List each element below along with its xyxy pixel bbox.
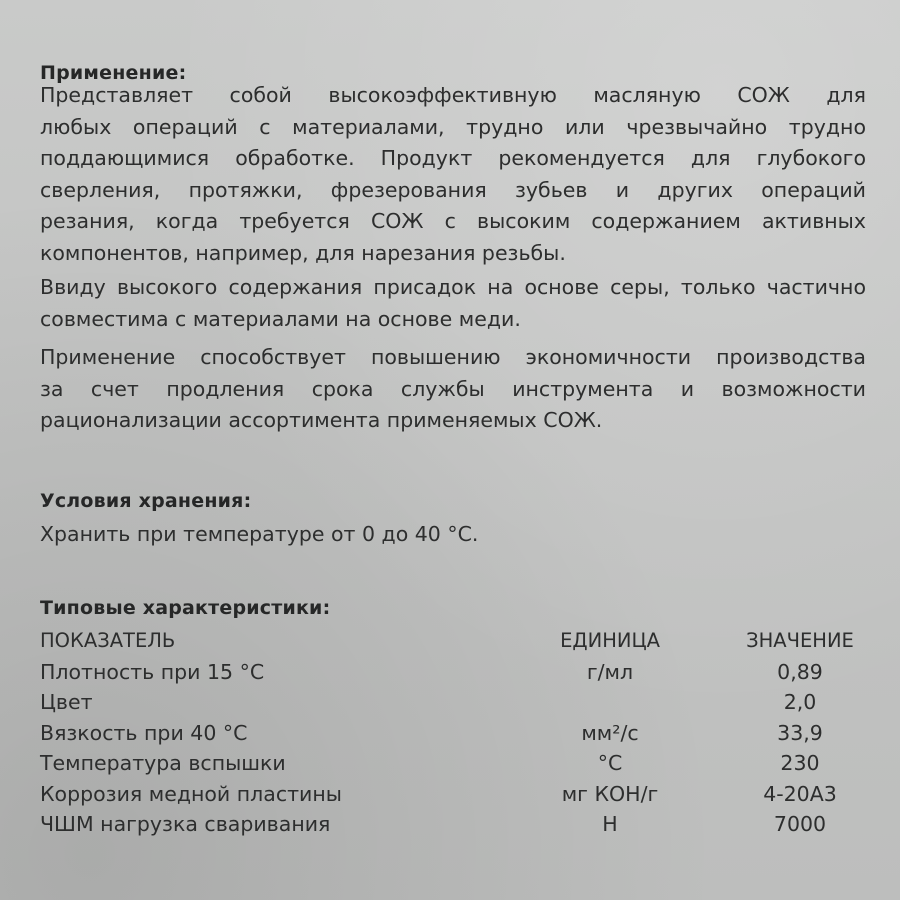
row-value: 0,89 — [777, 659, 823, 684]
specs-table — [40, 626, 870, 840]
storage-text: Хранить при температуре от 0 до 40 °C. — [40, 522, 479, 546]
row-unit: Н — [602, 812, 618, 836]
row-name: Цвет — [40, 690, 93, 714]
specs-heading: Типовые характеристики: — [40, 597, 331, 619]
paragraph-line: компонентов, например, для нарезания резьбы. — [40, 240, 566, 265]
table-row — [40, 779, 870, 810]
column-header-unit: ЕДИНИЦА — [560, 629, 660, 652]
row-name: ЧШМ нагрузка сваривания — [40, 812, 331, 836]
paragraph-line: поддающимися обработке. Продукт рекомендуется для глубокого — [40, 146, 866, 170]
storage-heading: Условия хранения: — [40, 490, 252, 512]
column-header-value: ЗНАЧЕНИЕ — [746, 629, 854, 652]
column-header-name: ПОКАЗАТЕЛЬ — [40, 629, 176, 652]
row-value: 4-20А3 — [763, 781, 837, 806]
row-name: Температура вспышки — [40, 751, 286, 775]
application-paragraph-3 — [40, 342, 866, 437]
row-unit: мг КОН/г — [561, 781, 659, 806]
row-value: 33,9 — [777, 720, 823, 745]
row-name: Вязкость при 40 °С — [40, 720, 248, 745]
table-row — [40, 809, 870, 840]
row-value: 230 — [780, 751, 820, 775]
paragraph-line: Применение способствует повышению экономичности производства — [40, 345, 866, 369]
paragraph-line: Представляет собой высокоэффективную масляную СОЖ для — [40, 83, 866, 107]
paragraph-line: совместима с материалами на основе меди. — [40, 306, 521, 331]
row-unit: °С — [597, 751, 623, 775]
paragraph-line: за счет продления срока службы инструмента и возможности — [40, 376, 866, 401]
application-heading: Применение: — [40, 62, 187, 84]
row-unit: мм²/с — [581, 720, 639, 745]
specs-header-row — [40, 626, 870, 657]
paragraph-line: Ввиду высокого содержания присадок на основе серы, только частично — [40, 275, 866, 299]
row-unit: г/мл — [586, 659, 634, 684]
table-row — [40, 687, 870, 718]
row-value: 7000 — [773, 812, 827, 836]
table-row — [40, 718, 870, 749]
row-value: 2,0 — [783, 690, 817, 714]
application-paragraph-1 — [40, 80, 866, 269]
row-name: Коррозия медной пластины — [40, 781, 342, 806]
row-name: Плотность при 15 °С — [40, 659, 265, 684]
table-row — [40, 657, 870, 688]
paragraph-line: сверления, протяжки, фрезерования зубьев и других операций — [40, 177, 866, 202]
application-paragraph-2 — [40, 272, 866, 335]
paragraph-line: резания, когда требуется СОЖ с высоким содержанием активных — [40, 209, 866, 233]
paragraph-line: рационализации ассортимента применяемых СОЖ. — [40, 408, 603, 432]
table-row — [40, 748, 870, 779]
paragraph-line: любых операций с материалами, трудно или чрезвычайно трудно — [40, 114, 866, 139]
